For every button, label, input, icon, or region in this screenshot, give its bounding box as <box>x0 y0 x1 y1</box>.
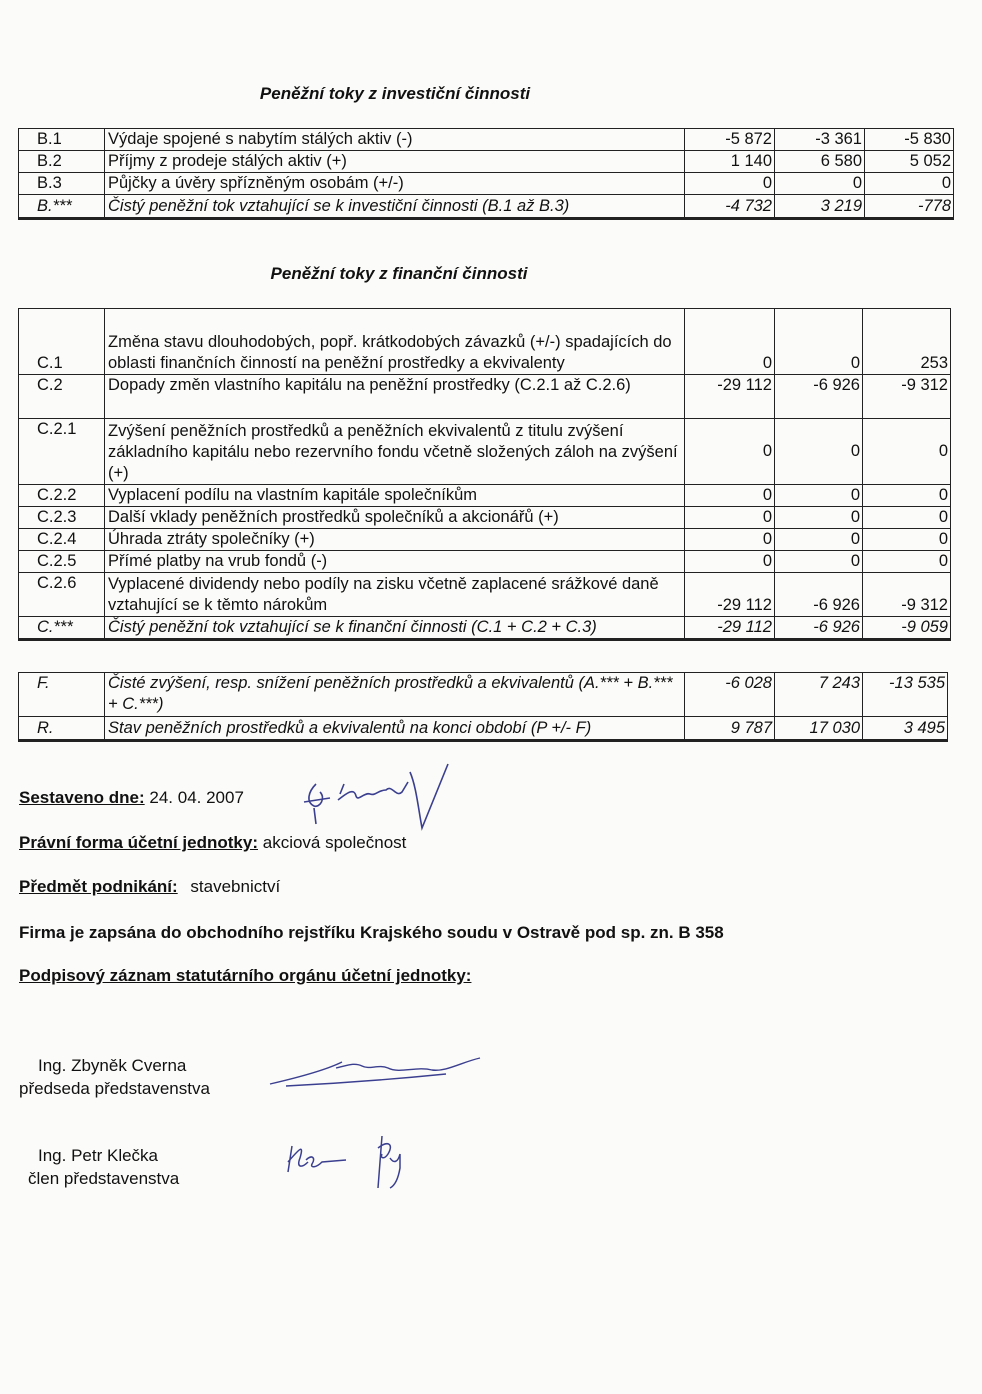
signer-cverna <box>19 1054 249 1100</box>
compiled-date-row <box>19 788 244 808</box>
row-code: R. <box>19 717 105 741</box>
financing-section-title: Peněžní toky z finanční činnosti <box>270 264 528 283</box>
business-value: stavebnictví <box>190 877 281 896</box>
legal-form-row <box>19 833 406 853</box>
row-label: Další vklady peněžních prostředků společníků a akcionářů (+) <box>105 507 685 529</box>
row-code: C.2.4 <box>19 529 105 551</box>
financing-table <box>18 308 951 641</box>
table-row <box>19 375 951 419</box>
row-label: Čistý peněžní tok vztahující se k investiční činnosti (B.1 až B.3) <box>105 195 685 219</box>
row-value-3: 253 <box>863 309 951 375</box>
table-row <box>19 173 954 195</box>
table-row <box>19 717 948 741</box>
row-value-3: -778 <box>865 195 954 219</box>
row-code: B.2 <box>19 151 105 173</box>
legal-form-value: akciová společnost <box>262 833 407 852</box>
row-value-3: 3 495 <box>863 717 948 741</box>
row-code: C.1 <box>19 309 105 375</box>
compiled-date-value: 24. 04. 2007 <box>149 788 244 807</box>
signer-klecka <box>28 1144 248 1190</box>
signature-record-label: Podpisový záznam statutárního orgánu účetní jednotky: <box>19 966 472 985</box>
row-value-1: -4 732 <box>685 195 775 219</box>
row-label: Výdaje spojené s nabytím stálých aktiv (-) <box>105 129 685 151</box>
row-value-3: 5 052 <box>865 151 954 173</box>
signature-scribble-top <box>298 762 458 832</box>
business-row <box>19 877 280 897</box>
signature-cverna <box>266 1052 486 1092</box>
row-value-2: 7 243 <box>775 673 863 717</box>
row-value-1: 0 <box>685 419 775 485</box>
row-value-3: -5 830 <box>865 129 954 151</box>
row-value-3: 0 <box>863 419 951 485</box>
row-value-3: 0 <box>863 529 951 551</box>
row-value-3: -9 312 <box>863 573 951 617</box>
signer-role: člen představenstva <box>28 1169 180 1188</box>
row-value-3: 0 <box>863 551 951 573</box>
total-row <box>19 195 954 219</box>
row-code: C.*** <box>19 617 105 640</box>
signature-record-row <box>19 966 471 986</box>
row-value-2: 3 219 <box>775 195 865 219</box>
signer-role: předseda představenstva <box>19 1079 210 1098</box>
row-value-1: -6 028 <box>685 673 775 717</box>
row-label: Dopady změn vlastního kapitálu na peněžní prostředky (C.2.1 až C.2.6) <box>105 375 685 419</box>
investing-section-title: Peněžní toky z investiční činnosti <box>259 84 531 103</box>
row-value-2: 0 <box>775 551 863 573</box>
row-code: C.2.1 <box>19 419 105 485</box>
row-value-2: 0 <box>775 507 863 529</box>
row-value-1: 0 <box>685 309 775 375</box>
row-label: Zvýšení peněžních prostředků a peněžních ekvivalentů z titulu zvýšení základního kapitálu nebo rezervního fondu včetně složených záloh na zvýšení (+) <box>105 419 685 485</box>
registry-statement: Firma je zapsána do obchodního rejstříku Krajského soudu v Ostravě pod sp. zn. B 358 <box>19 923 724 942</box>
row-value-3: 0 <box>863 507 951 529</box>
row-label: Čisté zvýšení, resp. snížení peněžních prostředků a ekvivalentů (A.*** + B.*** + C.***) <box>105 673 685 717</box>
signer-name: Ing. Petr Klečka <box>38 1146 159 1165</box>
row-value-1: 0 <box>685 507 775 529</box>
row-value-2: -6 926 <box>775 573 863 617</box>
row-value-3: 0 <box>865 173 954 195</box>
table-row <box>19 573 951 617</box>
row-value-2: 6 580 <box>775 151 865 173</box>
row-value-2: -6 926 <box>775 375 863 419</box>
row-label: Čistý peněžní tok vztahující se k finanční činnosti (C.1 + C.2 + C.3) <box>105 617 685 640</box>
table-row <box>19 551 951 573</box>
signature-klecka <box>282 1128 422 1198</box>
row-code: B.*** <box>19 195 105 219</box>
row-value-2: 0 <box>775 419 863 485</box>
table-row <box>19 507 951 529</box>
row-label: Změna stavu dlouhodobých, popř. krátkodobých závazků (+/-) spadajících do oblasti finančních činností na peněžní prostředky a ekvivalenty <box>105 309 685 375</box>
legal-form-label: Právní forma účetní jednotky: <box>19 833 258 852</box>
table-row <box>19 419 951 485</box>
row-label: Přímé platby na vrub fondů (-) <box>105 551 685 573</box>
row-code: F. <box>19 673 105 717</box>
row-value-2: -6 926 <box>775 617 863 640</box>
row-value-1: 0 <box>685 529 775 551</box>
row-value-2: 0 <box>775 485 863 507</box>
total-row <box>19 617 951 640</box>
compiled-date-label: Sestaveno dne: <box>19 788 145 807</box>
row-code: C.2.6 <box>19 573 105 617</box>
row-value-1: 0 <box>685 551 775 573</box>
table-row <box>19 673 948 717</box>
row-code: C.2.2 <box>19 485 105 507</box>
row-label: Stav peněžních prostředků a ekvivalentů na konci období (P +/- F) <box>105 717 685 741</box>
table-row <box>19 151 954 173</box>
row-label: Příjmy z prodeje stálých aktiv (+) <box>105 151 685 173</box>
row-value-1: -5 872 <box>685 129 775 151</box>
row-value-3: -13 535 <box>863 673 948 717</box>
row-value-2: 0 <box>775 529 863 551</box>
row-code: B.1 <box>19 129 105 151</box>
row-value-1: 9 787 <box>685 717 775 741</box>
row-value-3: 0 <box>863 485 951 507</box>
investing-table <box>18 128 954 220</box>
signer-name: Ing. Zbyněk Cverna <box>38 1056 187 1075</box>
row-value-1: 1 140 <box>685 151 775 173</box>
row-value-2: 0 <box>775 309 863 375</box>
table-row <box>19 485 951 507</box>
row-value-1: 0 <box>685 485 775 507</box>
row-code: C.2.3 <box>19 507 105 529</box>
row-value-2: -3 361 <box>775 129 865 151</box>
row-code: B.3 <box>19 173 105 195</box>
row-label: Vyplacení podílu na vlastním kapitále společníkům <box>105 485 685 507</box>
row-value-3: -9 059 <box>863 617 951 640</box>
row-value-2: 0 <box>775 173 865 195</box>
row-value-1: -29 112 <box>685 375 775 419</box>
row-value-1: 0 <box>685 173 775 195</box>
row-value-2: 17 030 <box>775 717 863 741</box>
business-label: Předmět podnikání: <box>19 877 178 896</box>
row-code: C.2 <box>19 375 105 419</box>
row-label: Úhrada ztráty společníky (+) <box>105 529 685 551</box>
row-label: Vyplacené dividendy nebo podíly na zisku včetně zaplacené srážkové daně vztahující se k těmto nárokům <box>105 573 685 617</box>
row-value-1: -29 112 <box>685 573 775 617</box>
row-value-1: -29 112 <box>685 617 775 640</box>
table-row <box>19 309 951 375</box>
row-code: C.2.5 <box>19 551 105 573</box>
table-row <box>19 129 954 151</box>
table-row <box>19 529 951 551</box>
row-label: Půjčky a úvěry spřízněným osobám (+/-) <box>105 173 685 195</box>
summary-table <box>18 672 948 742</box>
row-value-3: -9 312 <box>863 375 951 419</box>
